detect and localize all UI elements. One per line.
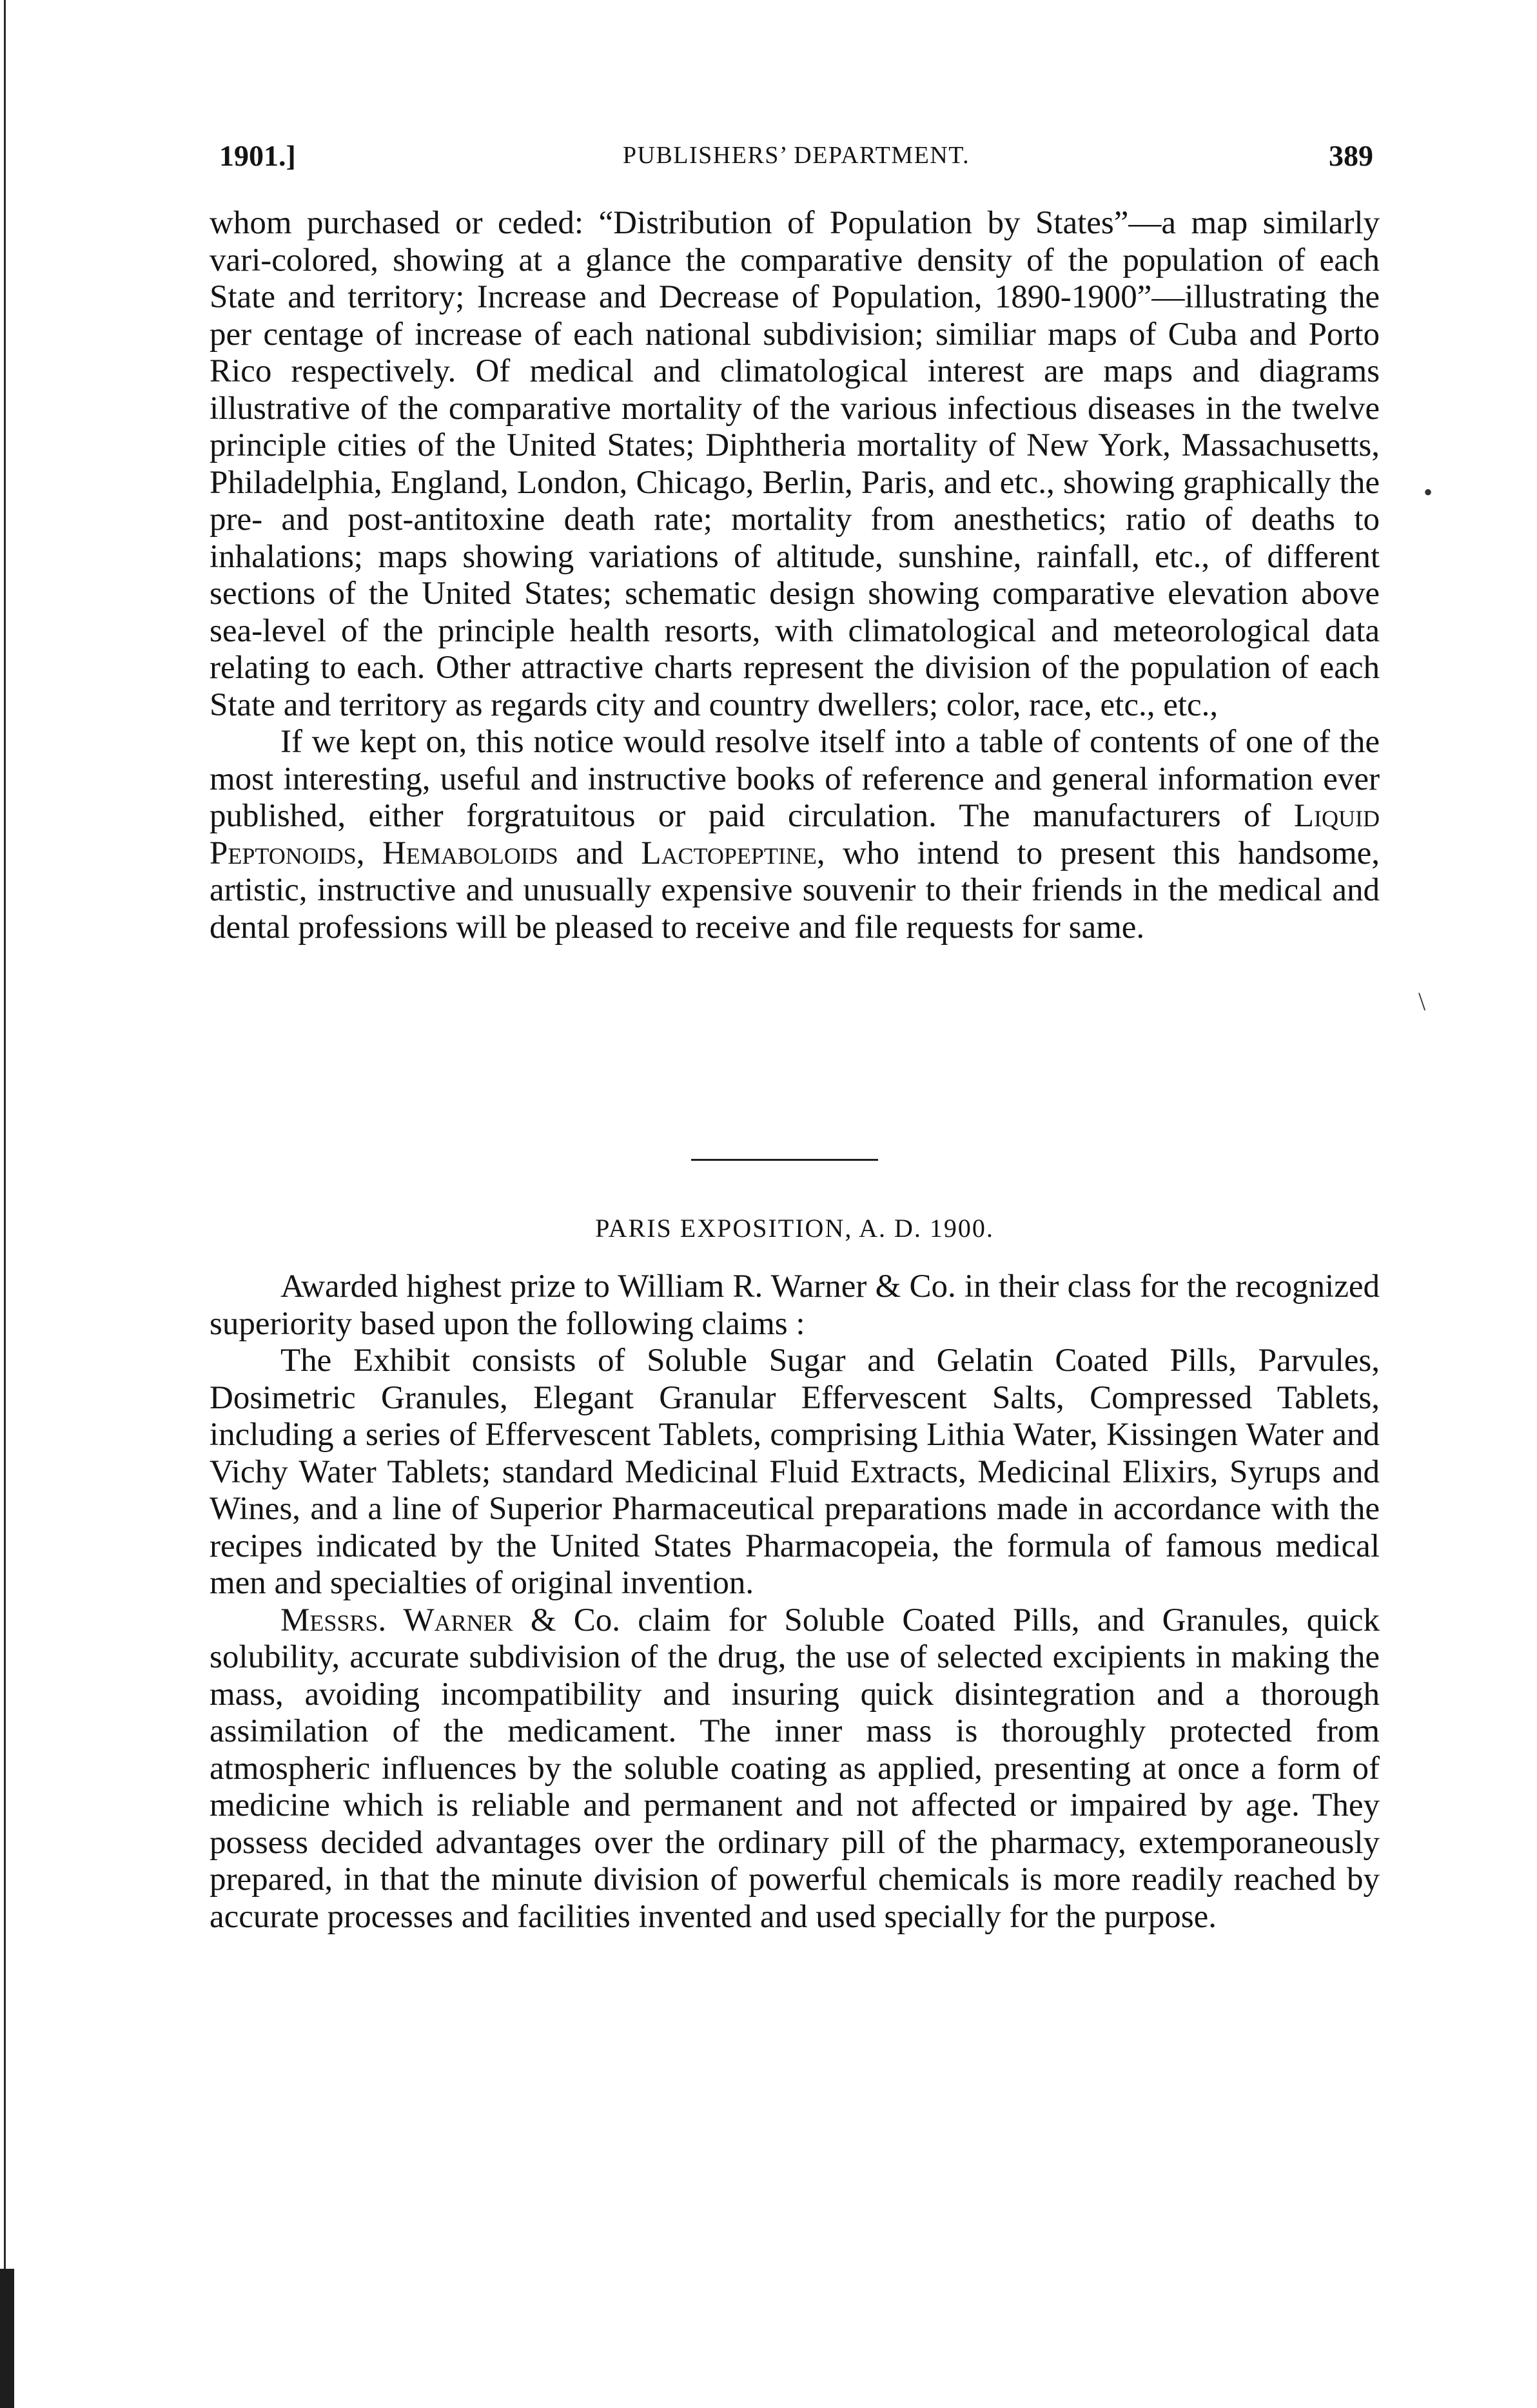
ink-speck: \: [1418, 987, 1426, 1016]
paragraph: The Exhibit consists of Soluble Sugar and Gelatin Coated Pills, Parvules, Dosimetric Granules, Elegant Granular Effervescent Salts, Compressed Tablets, including a series of Effervescent Tablets, comprising Lithia Water, Kissingen Water and Vichy Water Tablets; standard Medicinal Fluid Extracts, Medicinal Elixirs, Syrups and Wines, and a line of Superior Pharmaceutical preparations made in accordance with the recipes indicated by the United States Pharmacopeia, the formula of famous medical men and specialties of original invention.: [210, 1343, 1380, 1601]
header-year: 1901.]: [219, 139, 296, 172]
article-continued: [210, 205, 1380, 946]
paragraph: whom purchased or ceded: “Distribution of Population by States”—a map similarly vari-colored, showing at a glance the comparative density of the population of each State and territory; Increase and Decrease of Population, 1890-1900”—illustrating the per centage of increase of each national subdivision; similiar maps of Cuba and Porto Rico respectively. Of medical and climatological interest are maps and diagrams illustrative of the comparative mortality of the various infectious diseases in the twelve principle cities of the United States; Diphtheria mortality of New York, Massachusetts, Philadelphia, England, London, Chicago, Berlin, Paris, and etc., showing graphically the pre- and post-antitoxine death rate; mortality from anesthetics; ratio of deaths to inhalations; maps showing variations of altitude, sunshine, rainfall, etc., of different sections of the United States; schematic design showing comparative elevation above sea-level of the principle health resorts, with climatological and meteorological data relating to each. Other attractive charts represent the division of the population of each State and territory as regards city and country dwellers; color, race, etc., etc.,: [210, 205, 1380, 723]
product-name: Hemaboloids: [382, 835, 558, 871]
paragraph-text: If we kept on, this notice would resolve itself into a table of contents of one of the most interesting, useful and instructive books of reference and general information ever published, either forgratuitous or paid circulation. The manufacturers of: [210, 724, 1380, 834]
product-name: Lactopeptine: [641, 835, 817, 871]
separator-text: and: [558, 835, 641, 871]
paragraph: [210, 1602, 1380, 1936]
section-title: PARIS EXPOSITION, A. D. 1900.: [595, 1214, 994, 1243]
product-name: Liquid Peptonoids: [210, 798, 1380, 871]
paragraph: Awarded highest prize to William R. Warner & Co. in their class for the recognized superiority based upon the following claims :: [210, 1268, 1380, 1342]
company-name: Messrs. Warner: [280, 1602, 513, 1638]
paragraph-text: & Co. claim for Soluble Coated Pills, and Granules, quick solubility, accurate subdivision of the drug, the use of selected excipients in making the mass, avoiding incompatibility and insuring quick disintegration and a thorough assimilation of the medicament. The inner mass is thoroughly protected from atmospheric influences by the soluble coating as applied, presenting at once a form of medicine which is reliable and permanent and not affected or impaired by age. They possess decided advantages over the ordinary pill of the pharmacy, extemporaneously prepared, in that the minute division of powerful chemicals is more readily reached by accurate processes and facilities invented and used specially for the purpose.: [210, 1602, 1380, 1935]
ink-speck: •: [1424, 478, 1433, 507]
separator-text: ,: [356, 835, 382, 871]
article-paris-exposition: [210, 1268, 1380, 1936]
page-number: 389: [1329, 139, 1373, 172]
paragraph: [210, 724, 1380, 946]
header-title: PUBLISHERS’ DEPARTMENT.: [622, 142, 970, 169]
running-header: [219, 132, 1373, 177]
binding-shadow: [0, 2269, 14, 2408]
paragraph-text: , who intend to present this handsome, artistic, instructive and unusually expensive souvenir to their friends in the medical and dental professions will be pleased to receive and file requests for same.: [210, 835, 1380, 946]
binding-edge: [4, 0, 6, 2408]
section-divider: [691, 1159, 878, 1161]
